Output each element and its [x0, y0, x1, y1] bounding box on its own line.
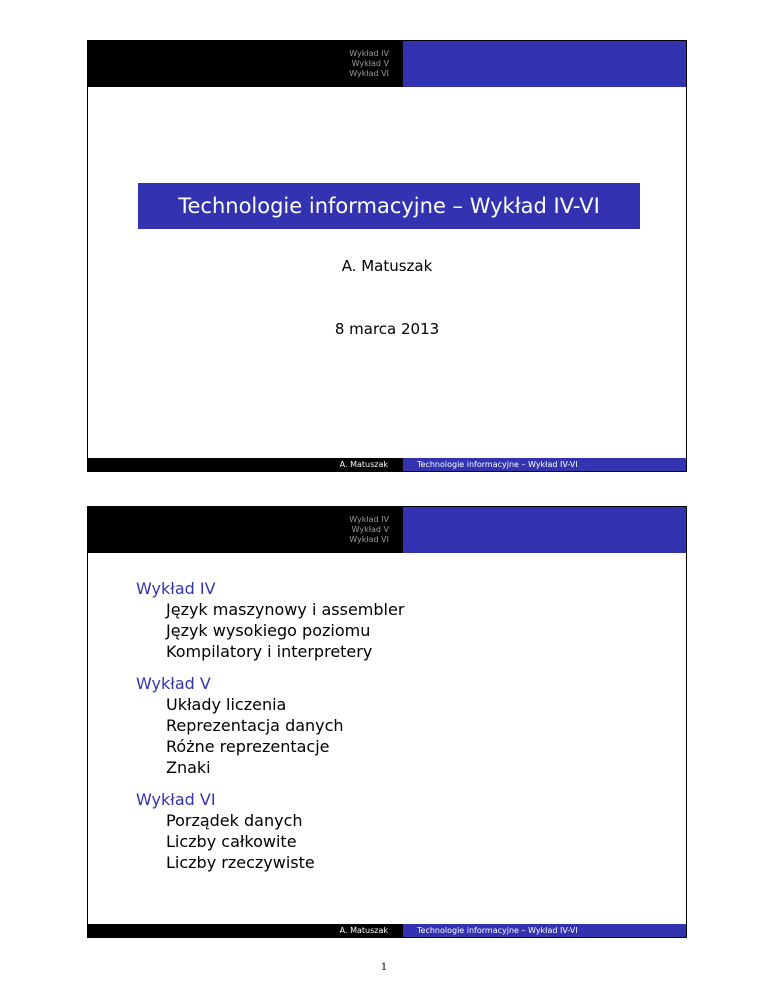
headline-accent-bar — [403, 507, 686, 553]
toc-subsection[interactable]: Porządek danych — [166, 811, 303, 830]
slide-footline — [88, 924, 686, 937]
toc-subsection[interactable]: Język maszynowy i assembler — [166, 600, 405, 619]
presentation-date: 8 marca 2013 — [334, 320, 440, 338]
footer-author: A. Matuszak — [88, 924, 403, 937]
presentation-title: Technologie informacyjne – Wykład IV-VI — [138, 183, 640, 229]
toc-subsection[interactable]: Kompilatory i interpretery — [166, 642, 373, 661]
toc-subsection[interactable]: Znaki — [166, 758, 211, 777]
nav-item-wyklad-iv[interactable]: Wykład IV — [349, 515, 389, 524]
outline-slide — [87, 506, 687, 938]
toc-subsection[interactable]: Liczby rzeczywiste — [166, 853, 315, 872]
headline-accent-bar — [403, 41, 686, 87]
toc-group — [136, 789, 656, 873]
section-navigation — [88, 507, 403, 553]
footer-title: Technologie informacyjne – Wykład IV-VI — [403, 458, 686, 471]
footer-title: Technologie informacyjne – Wykład IV-VI — [403, 924, 686, 937]
slide-headline — [88, 41, 686, 87]
title-slide — [87, 40, 687, 472]
toc-group — [136, 673, 656, 778]
slide-footline — [88, 458, 686, 471]
nav-item-wyklad-iv[interactable]: Wykład IV — [349, 49, 389, 58]
toc-subsection[interactable]: Liczby całkowite — [166, 832, 297, 851]
toc-subsection[interactable]: Język wysokiego poziomu — [166, 621, 371, 640]
nav-item-wyklad-v[interactable]: Wykład V — [351, 59, 389, 68]
toc-section-wyklad-vi[interactable]: Wykład VI — [136, 790, 216, 809]
section-navigation — [88, 41, 403, 87]
page-number: 1 — [380, 962, 388, 973]
toc-section-wyklad-iv[interactable]: Wykład IV — [136, 579, 216, 598]
toc-subsection[interactable]: Układy liczenia — [166, 695, 287, 714]
toc-section-wyklad-v[interactable]: Wykład V — [136, 674, 211, 693]
presentation-author: A. Matuszak — [341, 257, 433, 275]
slide-headline — [88, 507, 686, 553]
footer-author: A. Matuszak — [88, 458, 403, 471]
toc-subsection[interactable]: Reprezentacja danych — [166, 716, 344, 735]
toc-group — [136, 578, 656, 662]
toc-subsection[interactable]: Różne reprezentacje — [166, 737, 330, 756]
nav-item-wyklad-v[interactable]: Wykład V — [351, 525, 389, 534]
nav-item-wyklad-vi[interactable]: Wykład VI — [349, 535, 389, 544]
table-of-contents — [136, 578, 656, 884]
nav-item-wyklad-vi[interactable]: Wykład VI — [349, 69, 389, 78]
